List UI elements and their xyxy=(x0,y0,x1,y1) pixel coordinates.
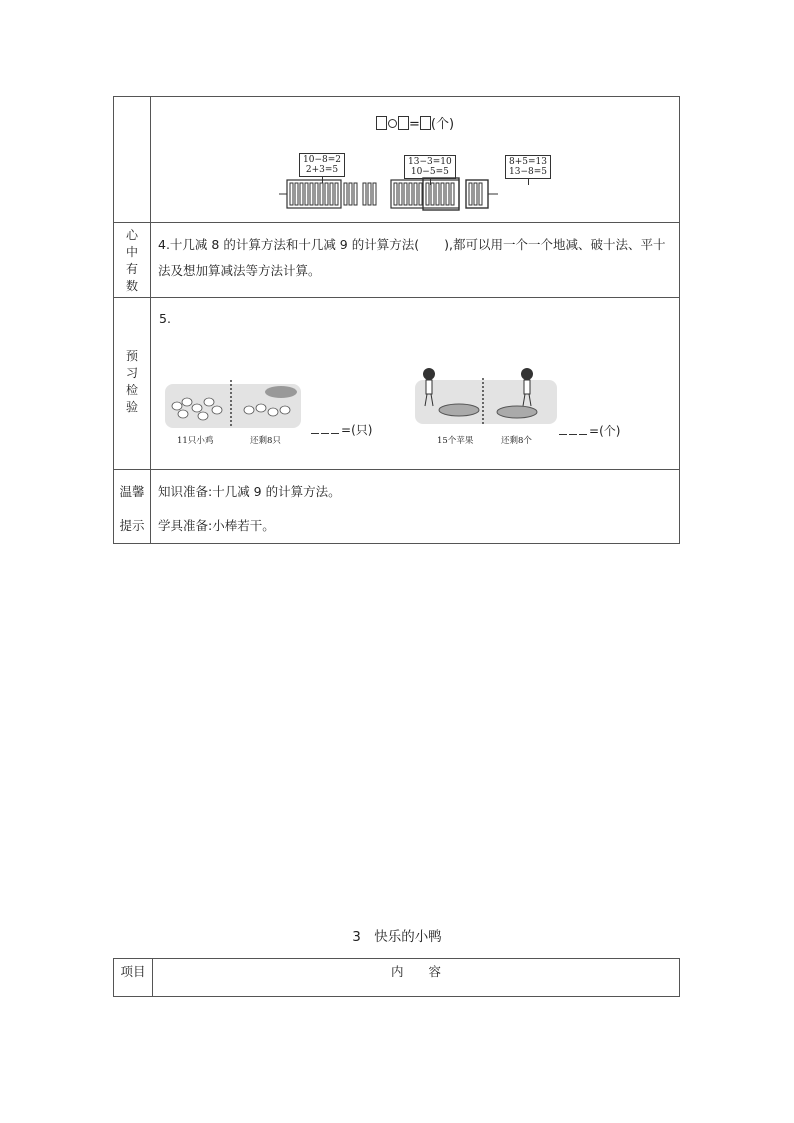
header-content: 内 容 xyxy=(153,959,680,997)
label-char: 中 xyxy=(125,245,138,259)
question-4-text: 4.十几减 8 的计算方法和十几减 9 的计算方法( ),都可以用一个一个地减、破十法、平十法及想加算减法等方法计算。 xyxy=(158,237,666,278)
card-line: 2+3=5 xyxy=(305,165,339,175)
apples-total-caption: 15个苹果 xyxy=(437,436,474,446)
answer-box[interactable] xyxy=(420,116,431,130)
next-section-table xyxy=(113,958,680,997)
card-line: 13−8=5 xyxy=(509,167,547,177)
tools-prep-text: 学具准备:小棒若干。 xyxy=(158,518,275,533)
card-line: 13−3=10 xyxy=(408,157,452,167)
header-item: 项目 xyxy=(114,959,153,997)
answer-blank[interactable] xyxy=(569,422,577,435)
answer-blank[interactable] xyxy=(311,421,319,434)
chicks-unit: (只) xyxy=(351,423,373,437)
label-char: 习 xyxy=(125,366,138,380)
lesson-table xyxy=(113,96,680,544)
chicks-remaining-caption: 还剩8只 xyxy=(250,436,281,446)
card-line: 10−8=2 xyxy=(303,155,341,165)
row1-label-cell xyxy=(114,97,151,223)
operator-circle[interactable] xyxy=(388,119,397,128)
tips-label: 提示 xyxy=(119,518,145,533)
card-line: 8+5=13 xyxy=(509,157,547,167)
card-line: 10−5=5 xyxy=(410,167,449,177)
apples-equation: =(个) xyxy=(559,422,620,439)
label-char: 预 xyxy=(125,349,138,363)
answer-blank[interactable] xyxy=(331,421,339,434)
answer-box[interactable] xyxy=(398,116,409,130)
chicks-illustration xyxy=(165,378,305,430)
row3-content-cell xyxy=(151,298,680,470)
row4-content-cell xyxy=(151,470,680,544)
label-char: 检 xyxy=(125,383,138,397)
answer-blank[interactable] xyxy=(321,421,329,434)
answer-blank[interactable] xyxy=(579,422,587,435)
answer-blank[interactable] xyxy=(559,422,567,435)
label-char: 心 xyxy=(125,228,138,242)
row1-content-cell xyxy=(151,97,680,223)
tips-label: 温馨 xyxy=(119,484,145,499)
row2-label-cell xyxy=(114,223,151,298)
formula-unit: (个) xyxy=(430,117,455,132)
section-title: 3 快乐的小鸭 xyxy=(352,929,442,945)
answer-box[interactable] xyxy=(376,116,387,130)
row4-label-cell xyxy=(114,470,151,544)
apples-remaining-caption: 还剩8个 xyxy=(501,436,532,446)
label-char: 数 xyxy=(125,279,138,293)
formula-fill-in: = (个) xyxy=(151,113,679,132)
counting-sticks-illustration xyxy=(151,173,551,213)
chicks-total-caption: 11只小鸡 xyxy=(177,436,214,446)
chicks-equation: =(只) xyxy=(311,421,372,438)
question-5-number: 5. xyxy=(159,311,171,326)
label-char: 验 xyxy=(125,400,138,414)
row2-content-cell xyxy=(151,223,680,298)
apples-illustration xyxy=(413,364,563,428)
apples-unit: (个) xyxy=(599,424,621,438)
row3-label-cell xyxy=(114,298,151,470)
knowledge-prep-text: 知识准备:十几减 9 的计算方法。 xyxy=(158,484,341,499)
label-char: 有 xyxy=(125,262,138,276)
